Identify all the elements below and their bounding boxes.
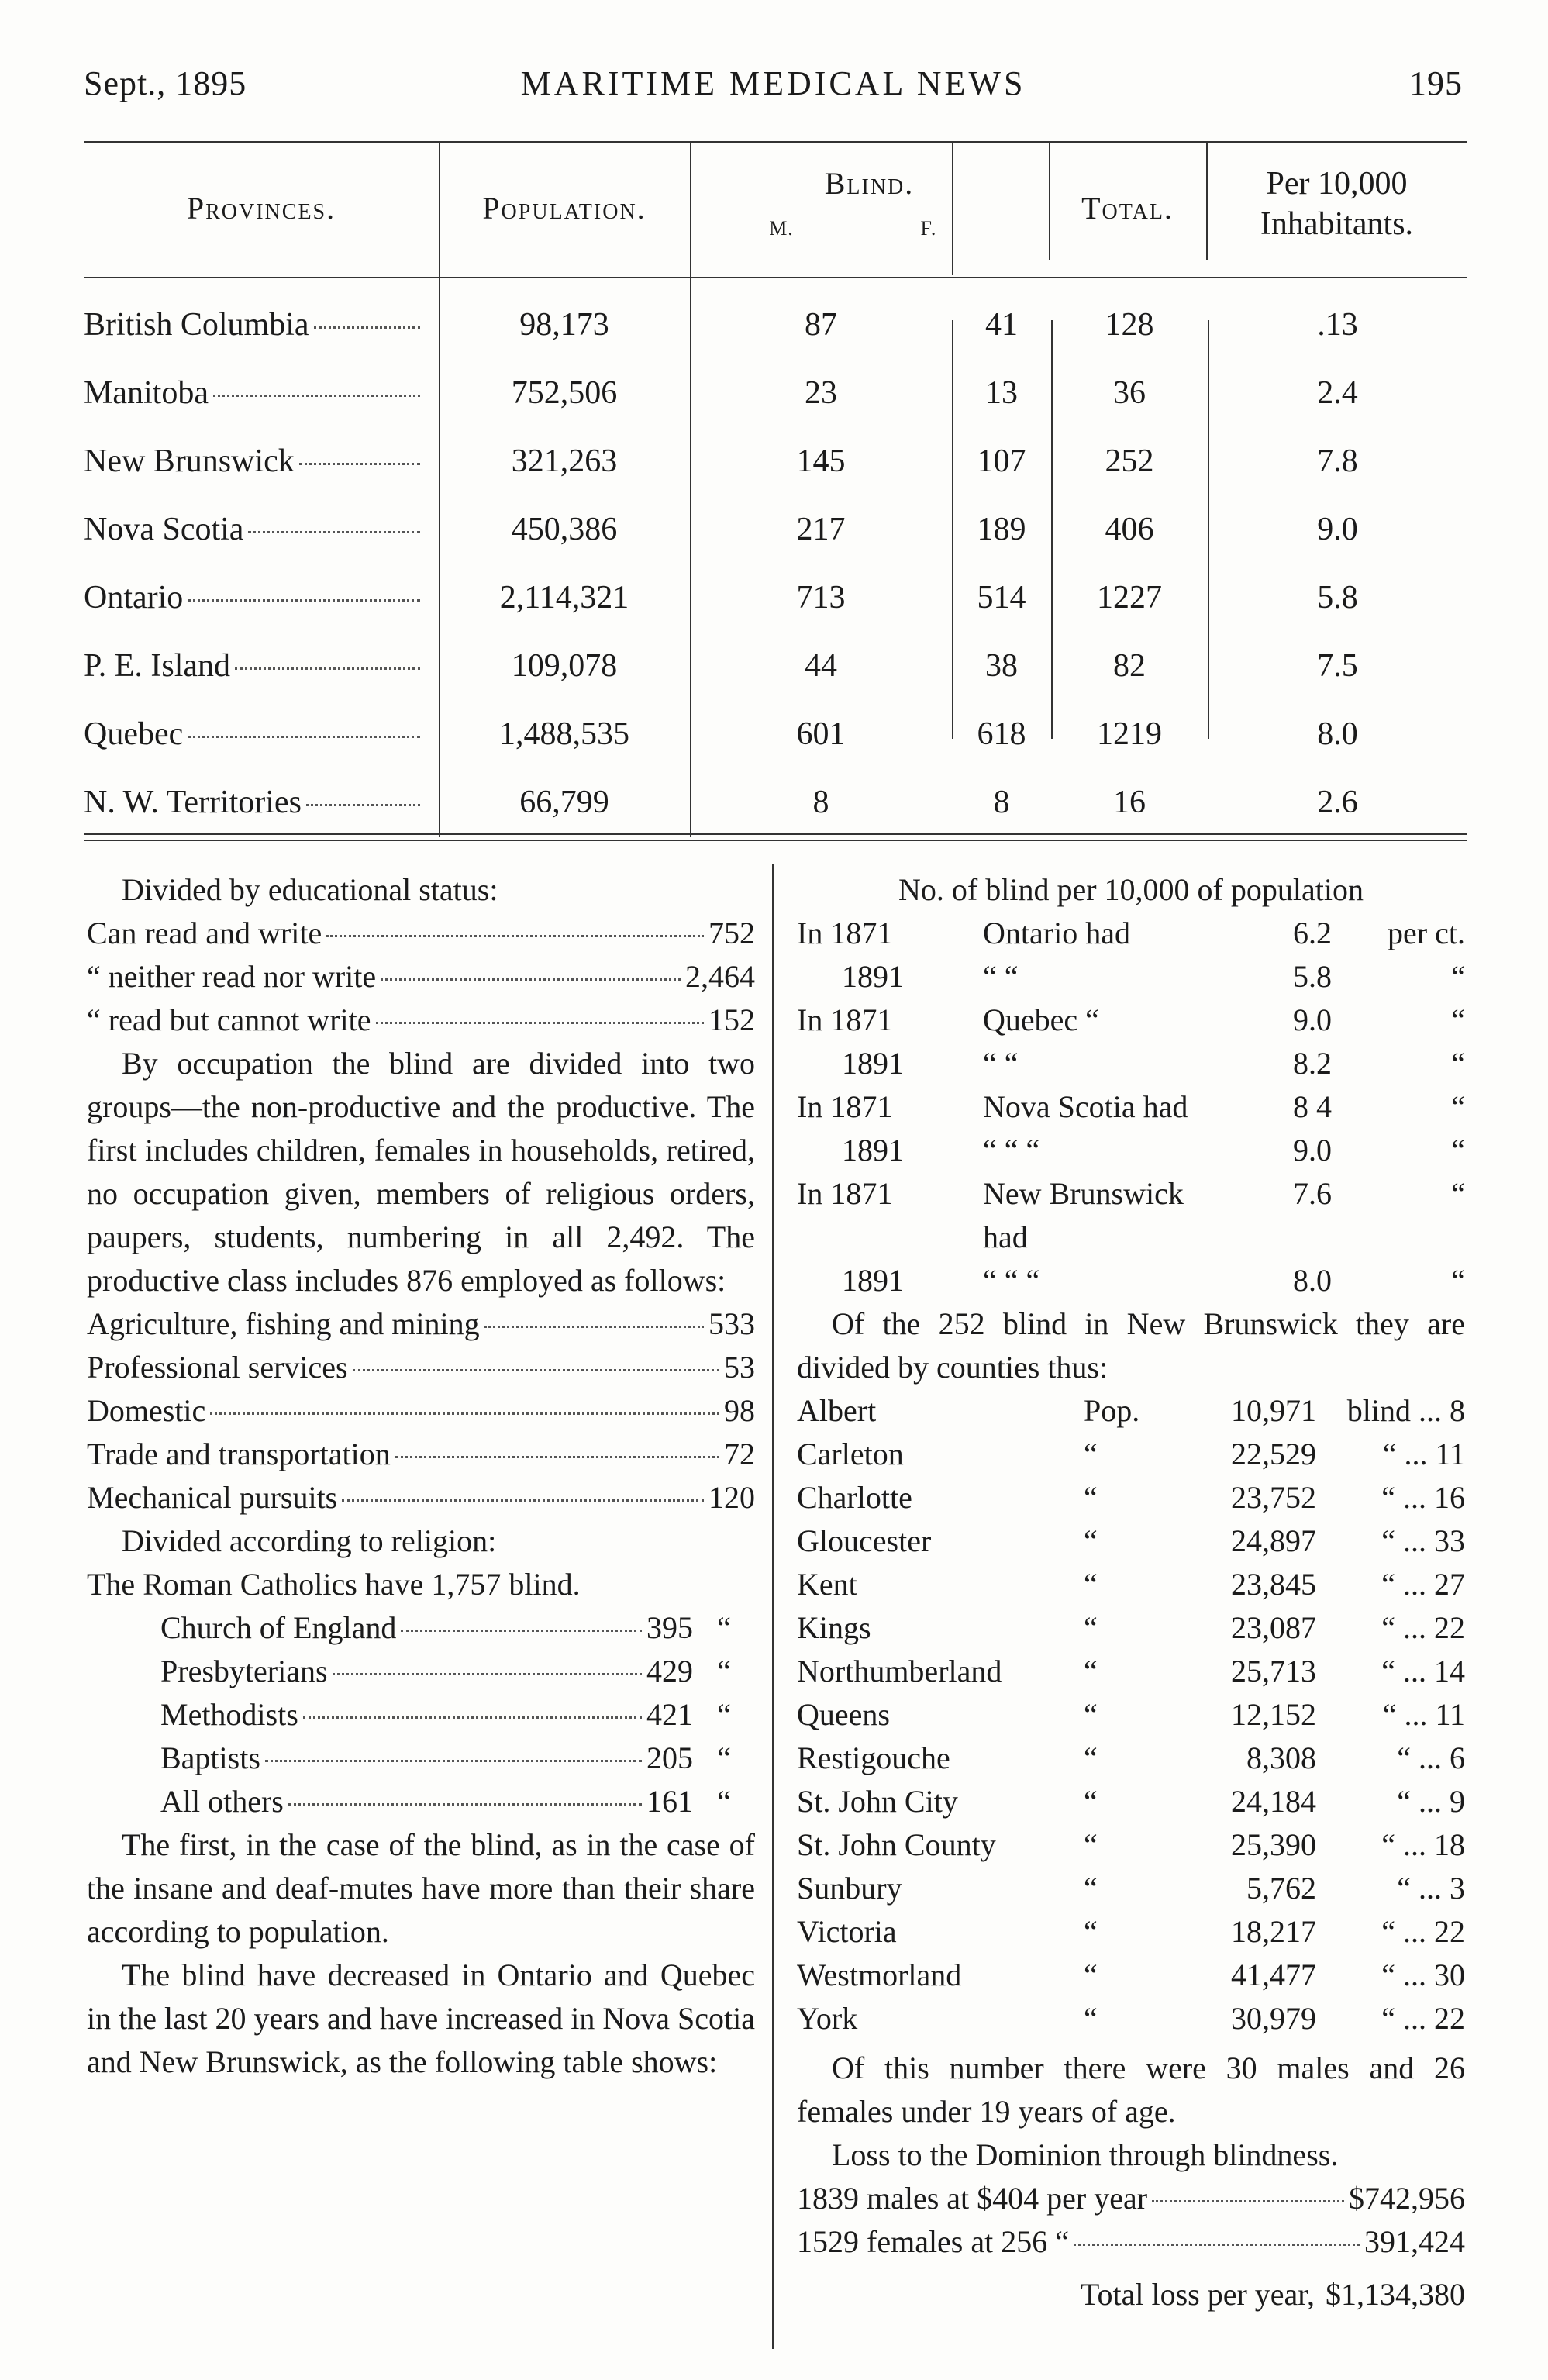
occupation-row-value: 120 [708, 1480, 755, 1515]
per-10000-heading: No. of blind per 10,000 of population [898, 872, 1364, 907]
leader-dots [299, 463, 420, 465]
county-pop-label: “ [1084, 1523, 1098, 1558]
header-female: F. [920, 217, 937, 240]
county-population: 10,971 [1231, 1393, 1316, 1428]
county-population: 5,762 [1246, 1871, 1316, 1906]
leader-dots [376, 1022, 704, 1024]
education-row [87, 999, 755, 1042]
male-cell: 44 [805, 648, 837, 684]
per-unit: “ [1451, 1002, 1465, 1037]
province-name: Ontario [84, 580, 184, 616]
county-blind: “ ... 27 [1381, 1567, 1465, 1602]
occupation-row [87, 1476, 755, 1519]
loss-row-label: 1529 females at 256 “ [797, 2224, 1069, 2259]
county-row [797, 1693, 1465, 1737]
leader-dots [188, 599, 420, 602]
province-name: New Brunswick [84, 443, 295, 479]
header-blind: Blind. [824, 166, 915, 201]
per-10000-row [797, 955, 1465, 999]
county-population: 23,087 [1231, 1610, 1316, 1645]
per-value: 6.2 [1293, 916, 1332, 950]
table-bottom-rule-double [84, 840, 1467, 841]
header-provinces: Provinces. [186, 191, 336, 226]
per-province: “ “ “ [983, 1263, 1040, 1298]
county-name: Westmorland [797, 1957, 962, 1992]
per-unit: “ [1451, 1176, 1465, 1211]
population-cell: 98,173 [519, 307, 609, 343]
religion-list [87, 1606, 755, 1823]
county-row [797, 1910, 1465, 1954]
total-cell: 1219 [1097, 716, 1162, 752]
leader-dots [188, 736, 420, 738]
county-name: Kent [797, 1567, 857, 1602]
loss-row-label: 1839 males at $404 per year [797, 2181, 1148, 2216]
religion-heading: Divided according to religion: [122, 1523, 497, 1558]
county-row [797, 1780, 1465, 1823]
occupation-row-value: 72 [724, 1437, 755, 1471]
per-10000-cell: 2.6 [1317, 785, 1358, 820]
per-10000-row [797, 1042, 1465, 1085]
total-cell: 36 [1113, 375, 1146, 411]
first-paragraph: The first, in the case of the blind, as in the case of the insane and deaf-mutes have more than their share according to population. [87, 1827, 755, 1949]
total-loss-value: $1,134,380 [1326, 2277, 1465, 2312]
county-population: 41,477 [1231, 1957, 1316, 1992]
occupation-list [87, 1302, 755, 1519]
county-blind: “ ... 30 [1381, 1957, 1465, 1992]
per-10000-row [797, 1129, 1465, 1172]
per-province: Quebec “ [983, 1002, 1099, 1037]
per-10000-row [797, 999, 1465, 1042]
county-list [797, 1389, 1465, 2040]
loss-row-value: $742,956 [1349, 2181, 1465, 2216]
female-cell: 618 [977, 716, 1026, 752]
county-blind: “ ... 18 [1381, 1827, 1465, 1862]
county-pop-label: “ [1084, 1567, 1098, 1602]
occupation-row-label: Agriculture, fishing and mining [87, 1306, 480, 1341]
county-pop-label: “ [1084, 1827, 1098, 1862]
province-name: N. W. Territories [84, 785, 302, 820]
leader-dots [1074, 2244, 1360, 2246]
occupation-row [87, 1302, 755, 1346]
education-row [87, 912, 755, 955]
leader-dots [314, 326, 420, 329]
per-value: 9.0 [1293, 1002, 1332, 1037]
blind-statistics-table [84, 143, 1467, 849]
education-row-value: 152 [708, 1002, 755, 1037]
per-year: 1891 [842, 1133, 904, 1168]
per-value: 8 4 [1293, 1089, 1332, 1124]
population-cell: 450,386 [511, 512, 618, 547]
religion-row-ditto: “ [717, 1697, 731, 1732]
province-name: Manitoba [84, 375, 209, 411]
occupation-row-label: Domestic [87, 1393, 206, 1428]
leader-dots [353, 1369, 719, 1371]
leader-dots [381, 978, 681, 981]
province-cell [84, 784, 425, 821]
county-population: 22,529 [1231, 1437, 1316, 1471]
per-10000-cell: 7.5 [1317, 648, 1358, 684]
per-10000-row [797, 1085, 1465, 1129]
population-cell: 2,114,321 [499, 580, 629, 616]
county-blind: “ ... 16 [1381, 1480, 1465, 1515]
counties-intro: Of the 252 blind in New Brunswick they are divided by counties thus: [797, 1306, 1465, 1385]
per-province: “ “ [983, 959, 1019, 994]
male-cell: 87 [805, 307, 837, 343]
education-row [87, 955, 755, 999]
issue-date: Sept., 1895 [84, 64, 247, 102]
female-cell: 41 [985, 307, 1018, 343]
county-row [797, 1606, 1465, 1650]
leader-dots [306, 804, 420, 806]
county-row [797, 1563, 1465, 1606]
leader-dots [210, 1412, 719, 1415]
province-cell [84, 647, 425, 685]
leader-dots [1152, 2200, 1344, 2202]
total-cell: 406 [1105, 512, 1154, 547]
under-19-note: Of this number there were 30 males and 26 females under 19 years of age. [797, 2051, 1465, 2129]
religion-row [87, 1693, 755, 1737]
per-value: 8.2 [1293, 1046, 1332, 1081]
religion-row-label: Methodists [160, 1697, 298, 1732]
per-province: Ontario had [983, 916, 1130, 950]
leader-dots [342, 1499, 704, 1502]
header-underline [84, 277, 1467, 278]
county-population: 18,217 [1231, 1914, 1316, 1949]
county-pop-label: “ [1084, 1610, 1098, 1645]
page-number: 195 [1409, 64, 1463, 102]
male-cell: 8 [812, 785, 829, 820]
per-10000-cell: .13 [1317, 307, 1358, 343]
religion-row-ditto: “ [717, 1740, 731, 1775]
county-blind: “ ... 3 [1397, 1871, 1465, 1906]
per-10000-list [797, 912, 1465, 1302]
county-name: St. John County [797, 1827, 996, 1862]
male-cell: 23 [805, 375, 837, 411]
religion-row-value: 429 [646, 1654, 693, 1688]
religion-lead: The Roman Catholics have 1,757 blind. [87, 1567, 581, 1602]
county-row [797, 1823, 1465, 1867]
per-value: 8.0 [1293, 1263, 1332, 1298]
county-pop-label: “ [1084, 1740, 1098, 1775]
province-name: British Columbia [84, 307, 309, 343]
province-cell [84, 443, 425, 480]
loss-row [797, 2177, 1465, 2220]
county-blind: “ ... 22 [1381, 1610, 1465, 1645]
population-cell: 109,078 [511, 648, 618, 684]
education-row-label: Can read and write [87, 916, 322, 950]
county-name: St. John City [797, 1784, 958, 1819]
header-total: Total. [1081, 191, 1174, 226]
province-cell [84, 716, 425, 753]
total-cell: 128 [1105, 307, 1154, 343]
male-cell: 217 [796, 512, 846, 547]
per-unit: “ [1451, 959, 1465, 994]
province-name: Quebec [84, 716, 184, 752]
per-unit: “ [1451, 1133, 1465, 1168]
population-cell: 752,506 [511, 375, 618, 411]
occupation-row-value: 533 [708, 1306, 755, 1341]
total-cell: 1227 [1097, 580, 1162, 616]
religion-row-value: 421 [646, 1697, 693, 1732]
occupation-row [87, 1433, 755, 1476]
total-cell: 252 [1105, 443, 1154, 479]
religion-row [87, 1650, 755, 1693]
header-rule [84, 141, 1467, 143]
per-unit: per ct. [1388, 916, 1465, 950]
running-head [84, 64, 1463, 110]
county-name: Kings [797, 1610, 871, 1645]
county-pop-label: “ [1084, 1654, 1098, 1688]
religion-row-label: Presbyterians [160, 1654, 328, 1688]
per-year: 1891 [842, 1046, 904, 1081]
leader-dots [333, 1673, 642, 1675]
province-cell [84, 579, 425, 616]
county-pop-label: “ [1084, 1697, 1098, 1732]
county-pop-label: Pop. [1084, 1393, 1140, 1428]
table-bottom-rule [84, 833, 1467, 835]
column-separator [772, 864, 774, 2349]
leader-dots [213, 395, 420, 397]
total-loss [797, 2273, 1465, 2316]
per-10000-row [797, 912, 1465, 955]
county-population: 24,184 [1231, 1784, 1316, 1819]
column-divider [952, 143, 953, 275]
religion-row [87, 1737, 755, 1780]
occupation-row-label: Professional services [87, 1350, 348, 1385]
right-column [797, 868, 1465, 2316]
leader-dots [235, 667, 420, 670]
county-pop-label: “ [1084, 1480, 1098, 1515]
per-year: In 1871 [797, 916, 893, 950]
province-cell [84, 306, 425, 343]
county-row [797, 1433, 1465, 1476]
occupation-row-value: 53 [724, 1350, 755, 1385]
county-blind: “ ... 11 [1382, 1697, 1465, 1732]
per-province: “ “ [983, 1046, 1019, 1081]
loss-row [797, 2220, 1465, 2264]
religion-row [87, 1606, 755, 1650]
leader-dots [265, 1760, 642, 1762]
county-blind: “ ... 11 [1382, 1437, 1465, 1471]
loss-heading: Loss to the Dominion through blindness. [832, 2137, 1339, 2172]
county-blind: “ ... 14 [1381, 1654, 1465, 1688]
county-row [797, 1519, 1465, 1563]
per-year: In 1871 [797, 1002, 893, 1037]
county-population: 12,152 [1231, 1697, 1316, 1732]
religion-row-value: 161 [646, 1784, 693, 1819]
female-cell: 38 [985, 648, 1018, 684]
per-unit: “ [1451, 1046, 1465, 1081]
per-year: In 1871 [797, 1089, 893, 1124]
occupation-row-label: Mechanical pursuits [87, 1480, 338, 1515]
county-blind: “ ... 9 [1397, 1784, 1465, 1819]
per-province: Nova Scotia had [983, 1089, 1188, 1124]
occupation-row-value: 98 [724, 1393, 755, 1428]
religion-row [87, 1780, 755, 1823]
county-name: Northumberland [797, 1654, 1002, 1688]
county-blind: “ ... 22 [1381, 2001, 1465, 2036]
per-unit: “ [1451, 1263, 1465, 1298]
county-pop-label: “ [1084, 2001, 1098, 2036]
per-10000-row [797, 1259, 1465, 1302]
county-pop-label: “ [1084, 1784, 1098, 1819]
county-row [797, 1389, 1465, 1433]
occupation-row-label: Trade and transportation [87, 1437, 391, 1471]
leader-dots [248, 531, 420, 533]
county-population: 23,845 [1231, 1567, 1316, 1602]
per-10000-cell: 7.8 [1317, 443, 1358, 479]
county-blind: “ ... 6 [1397, 1740, 1465, 1775]
per-10000-row [797, 1172, 1465, 1259]
county-name: Sunbury [797, 1871, 902, 1906]
total-cell: 16 [1113, 785, 1146, 820]
county-row [797, 1476, 1465, 1519]
leader-dots [401, 1630, 642, 1632]
religion-row-label: All others [160, 1784, 284, 1819]
province-name: Nova Scotia [84, 512, 244, 547]
county-blind: blind ... 8 [1346, 1393, 1465, 1428]
county-pop-label: “ [1084, 1957, 1098, 1992]
occupation-row [87, 1389, 755, 1433]
per-10000-cell: 8.0 [1317, 716, 1358, 752]
header-male: M. [769, 217, 794, 240]
county-name: York [797, 2001, 858, 2036]
religion-row-label: Church of England [160, 1610, 397, 1645]
per-10000-cell: 9.0 [1317, 512, 1358, 547]
county-population: 25,390 [1231, 1827, 1316, 1862]
leader-dots [288, 1803, 642, 1806]
religion-row-value: 395 [646, 1610, 693, 1645]
education-heading: Divided by educational status: [122, 872, 498, 907]
county-name: Queens [797, 1697, 890, 1732]
county-name: Albert [797, 1393, 877, 1428]
county-name: Victoria [797, 1914, 897, 1949]
per-10000-cell: 5.8 [1317, 580, 1358, 616]
county-name: Gloucester [797, 1523, 932, 1558]
education-list [87, 912, 755, 1042]
per-year: 1891 [842, 1263, 904, 1298]
religion-row-label: Baptists [160, 1740, 260, 1775]
religion-row-value: 205 [646, 1740, 693, 1775]
female-cell: 8 [993, 785, 1010, 820]
county-name: Restigouche [797, 1740, 950, 1775]
county-population: 8,308 [1246, 1740, 1316, 1775]
male-cell: 145 [796, 443, 846, 479]
population-cell: 321,263 [511, 443, 618, 479]
occupation-row [87, 1346, 755, 1389]
total-loss-label: Total loss per year, [1080, 2277, 1315, 2312]
county-population: 23,752 [1231, 1480, 1316, 1515]
loss-row-value: 391,424 [1364, 2224, 1465, 2259]
header-inhabitants: Inhabitants. [1260, 206, 1414, 242]
header-per-10000: Per 10,000 [1266, 166, 1408, 202]
female-cell: 107 [977, 443, 1026, 479]
county-pop-label: “ [1084, 1914, 1098, 1949]
loss-list [797, 2177, 1465, 2264]
county-blind: “ ... 33 [1381, 1523, 1465, 1558]
county-row [797, 1737, 1465, 1780]
journal-title: MARITIME MEDICAL NEWS [520, 64, 1026, 102]
male-cell: 601 [796, 716, 846, 752]
leader-dots [484, 1326, 704, 1328]
population-cell: 1,488,535 [499, 716, 629, 752]
female-cell: 514 [977, 580, 1026, 616]
female-cell: 13 [985, 375, 1018, 411]
county-blind: “ ... 22 [1381, 1914, 1465, 1949]
county-population: 24,897 [1231, 1523, 1316, 1558]
province-cell [84, 511, 425, 548]
per-year: 1891 [842, 959, 904, 994]
header-population: Population. [482, 191, 646, 226]
total-cell: 82 [1113, 648, 1146, 684]
county-name: Carleton [797, 1437, 904, 1471]
county-row [797, 1997, 1465, 2040]
leader-dots [326, 935, 704, 937]
per-10000-cell: 2.4 [1317, 375, 1358, 411]
county-pop-label: “ [1084, 1437, 1098, 1471]
per-unit: “ [1451, 1089, 1465, 1124]
left-column [87, 868, 755, 2084]
religion-row-ditto: “ [717, 1654, 731, 1688]
religion-row-ditto: “ [717, 1784, 731, 1819]
per-value: 9.0 [1293, 1133, 1332, 1168]
education-row-label: “ neither read nor write [87, 959, 377, 994]
decrease-paragraph: The blind have decreased in Ontario and Quebec in the last 20 years and have increased in Nova Scotia and New Brunswick, as the following table shows: [87, 1957, 755, 2079]
county-pop-label: “ [1084, 1871, 1098, 1906]
leader-dots [395, 1456, 719, 1458]
province-name: P. E. Island [84, 648, 230, 684]
occupation-paragraph: By occupation the blind are divided into two groups—the non-productive and the productive. The first includes children, females in households, retired, no occupation given, members of religious orders, paupers, students, numbering in all 2,492. The productive class includes 876 employed as follows: [87, 1046, 755, 1298]
per-value: 5.8 [1293, 959, 1332, 994]
county-population: 30,979 [1231, 2001, 1316, 2036]
per-province: New Brunswick had [983, 1176, 1184, 1254]
per-province: “ “ “ [983, 1133, 1040, 1168]
county-row [797, 1867, 1465, 1910]
male-cell: 713 [796, 580, 846, 616]
per-value: 7.6 [1293, 1176, 1332, 1211]
education-row-value: 2,464 [685, 959, 755, 994]
female-cell: 189 [977, 512, 1026, 547]
education-row-value: 752 [708, 916, 755, 950]
religion-row-ditto: “ [717, 1610, 731, 1645]
county-row [797, 1650, 1465, 1693]
per-year: In 1871 [797, 1176, 893, 1211]
county-row [797, 1954, 1465, 1997]
population-cell: 66,799 [519, 785, 609, 820]
province-cell [84, 374, 425, 412]
county-population: 25,713 [1231, 1654, 1316, 1688]
county-name: Charlotte [797, 1480, 912, 1515]
education-row-label: “ read but cannot write [87, 1002, 371, 1037]
leader-dots [303, 1716, 642, 1719]
